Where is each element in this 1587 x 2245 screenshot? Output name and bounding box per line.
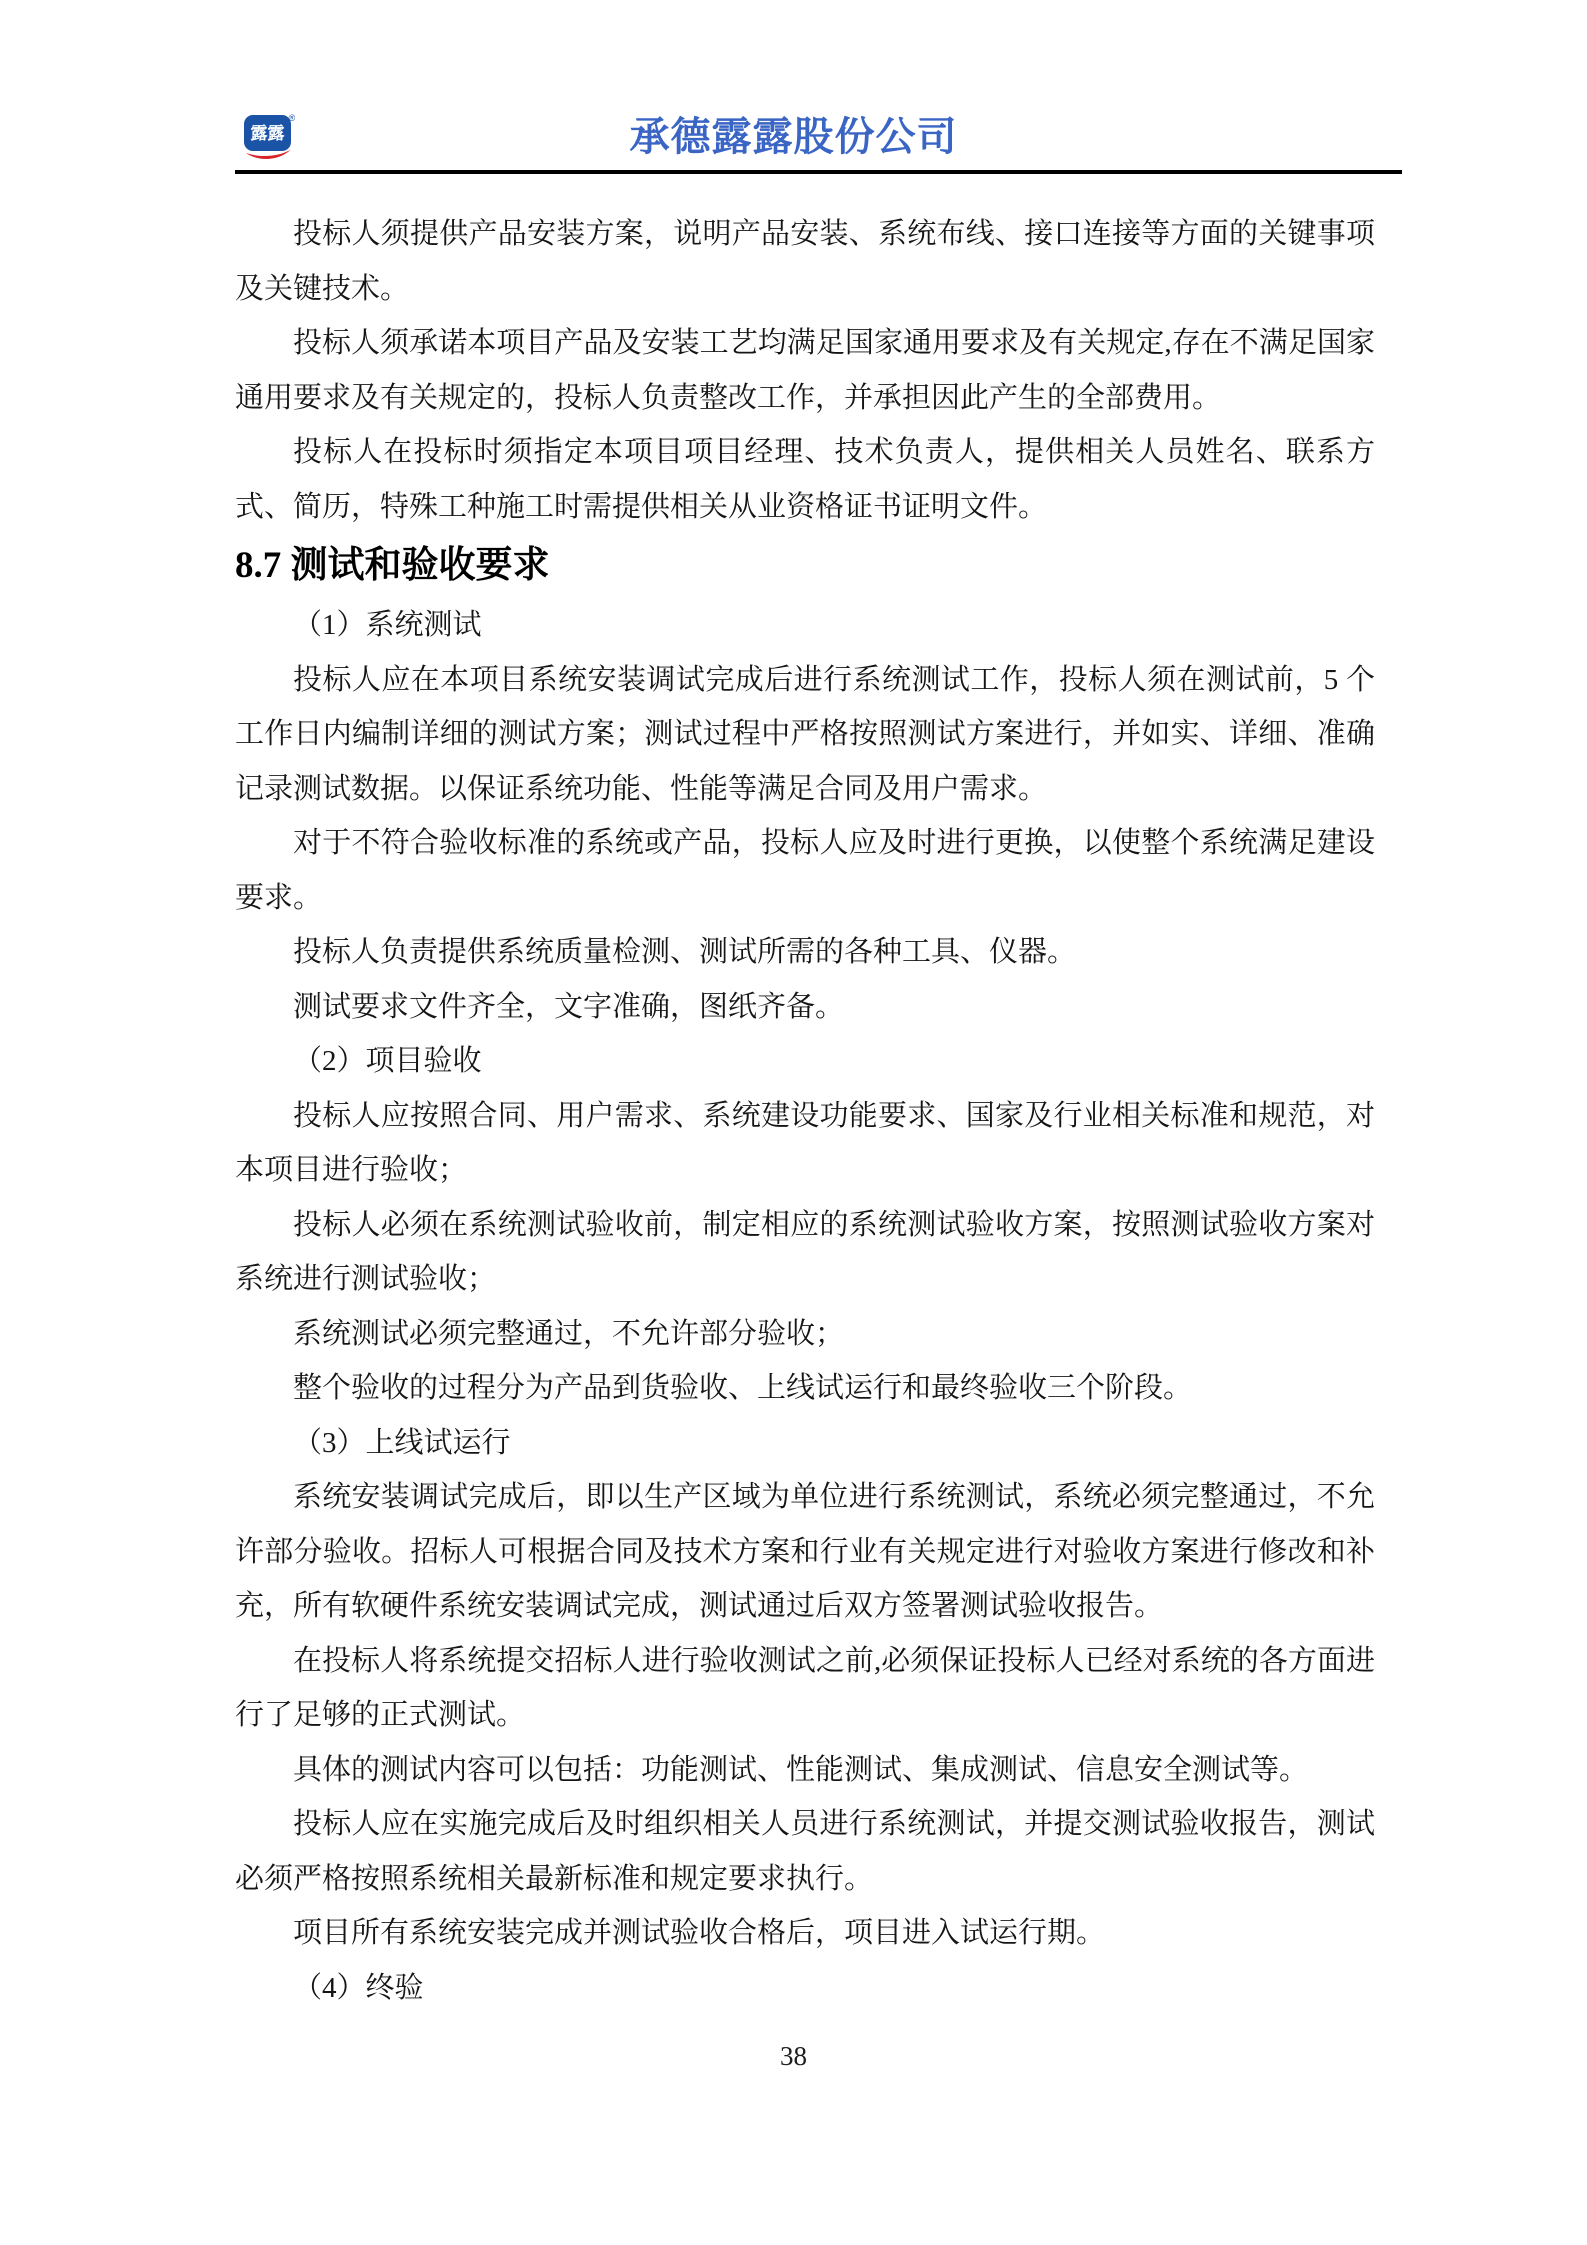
paragraph: （4）终验 (293, 1971, 424, 2004)
paragraph: （1）系统测试 (293, 609, 482, 641)
page-footer (0, 2036, 1587, 2076)
paragraph: 投标人必须在系统测试验收前，制定相应的系统测试验收方案，按照测试验收方案对系统进行测试验收； (235, 1208, 1375, 1295)
paragraph: （3）上线试运行 (293, 1426, 511, 1459)
paragraph: 投标人在投标时须指定本项目项目经理、技术负责人，提供相关人员姓名、联系方式、简历，特殊工种施工时需提供相关从业资格证书证明文件。 (235, 436, 1375, 523)
paragraph: 投标人应在本项目系统安装调试完成后进行系统测试工作，投标人须在测试前，5 个工作日内编制详细的测试方案；测试过程中严格按照测试方案进行，并如实、详细、准确记录测试数据。以保证系统功能、性能等满足合同及用户需求。 (235, 663, 1375, 805)
paragraph: 整个验收的过程分为产品到货验收、上线试运行和最终验收三个阶段。 (293, 1372, 1193, 1404)
post-heading-paragraphs (235, 598, 1375, 2015)
paragraph: 在投标人将系统提交招标人进行验收测试之前,必须保证投标人已经对系统的各方面进行了足够的正式测试。 (235, 1644, 1375, 1731)
header-rule (235, 170, 1402, 174)
section-heading: 8.7 测试和验收要求 (235, 545, 550, 586)
paragraph: 投标人须承诺本项目产品及安装工艺均满足国家通用要求及有关规定,存在不满足国家通用要求及有关规定的，投标人负责整改工作，并承担因此产生的全部费用。 (235, 327, 1375, 414)
document-body (235, 207, 1375, 2015)
registered-mark: ® (288, 113, 296, 123)
paragraph: 项目所有系统安装完成并测试验收合格后，项目进入试运行期。 (293, 1917, 1106, 1949)
pre-heading-paragraphs (235, 207, 1375, 534)
paragraph: 投标人负责提供系统质量检测、测试所需的各种工具、仪器。 (293, 936, 1077, 968)
paragraph: 投标人须提供产品安装方案，说明产品安装、系统布线、接口连接等方面的关键事项及关键技术。 (235, 218, 1375, 305)
paragraph: 系统安装调试完成后，即以生产区域为单位进行系统测试，系统必须完整通过，不允许部分验收。招标人可根据合同及技术方案和行业有关规定进行对验收方案进行修改和补充，所有软硬件系统安装调试完成，测试通过后双方签署测试验收报告。 (235, 1481, 1375, 1622)
paragraph: 对于不符合验收标准的系统或产品，投标人应及时进行更换，以使整个系统满足建设要求。 (235, 827, 1375, 914)
paragraph: （2）项目验收 (293, 1045, 482, 1077)
paragraph: 测试要求文件齐全，文字准确，图纸齐备。 (293, 990, 845, 1023)
company-title: 承德露露股份公司 (629, 115, 958, 159)
paragraph: 投标人应按照合同、用户需求、系统建设功能要求、国家及行业相关标准和规范，对本项目进行验收； (235, 1099, 1375, 1186)
paragraph: 具体的测试内容可以包括：功能测试、性能测试、集成测试、信息安全测试等。 (293, 1753, 1309, 1786)
logo-text: 露露 (250, 124, 285, 143)
page-number: 38 (780, 2041, 807, 2071)
paragraph: 投标人应在实施完成后及时组织相关人员进行系统测试，并提交测试验收报告，测试必须严格按照系统相关最新标准和规定要求执行。 (235, 1808, 1375, 1895)
paragraph: 系统测试必须完整通过，不允许部分验收； (293, 1317, 845, 1350)
